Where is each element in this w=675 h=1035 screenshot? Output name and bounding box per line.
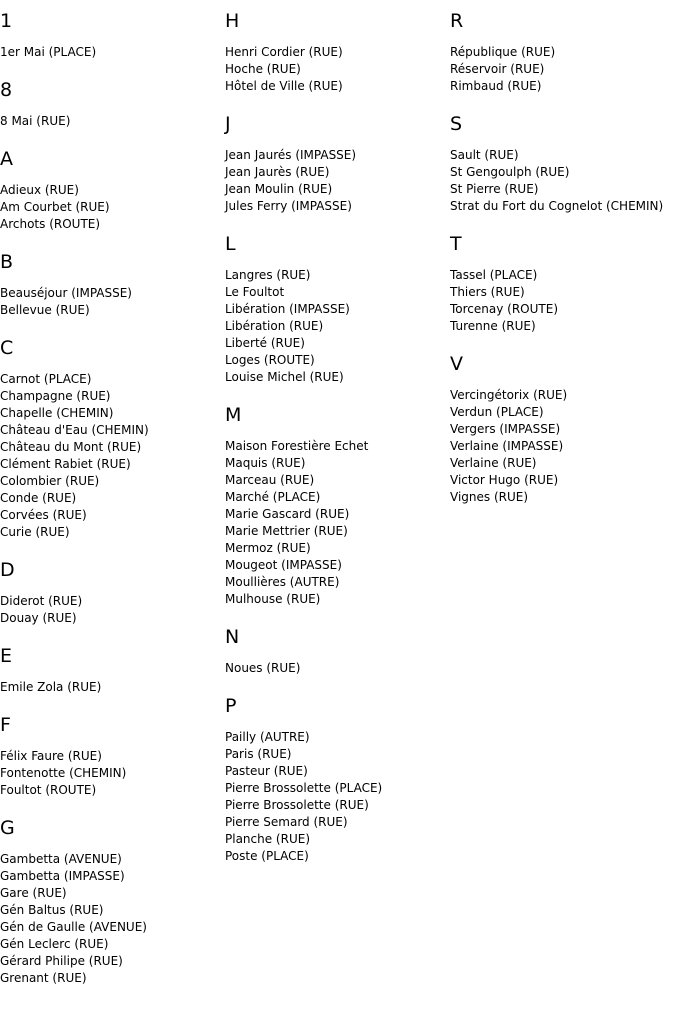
street-entry[interactable]: Am Courbet (RUE)	[0, 200, 110, 214]
letter-heading: L	[225, 233, 236, 255]
street-entry[interactable]: Libération (RUE)	[225, 319, 324, 333]
street-entry[interactable]: Adieux (RUE)	[0, 183, 79, 197]
street-list	[225, 267, 450, 386]
street-entry[interactable]: Grenant (RUE)	[0, 971, 87, 985]
letter-heading: G	[0, 817, 15, 839]
street-entry[interactable]: Jean Moulin (RUE)	[225, 182, 333, 196]
street-entry[interactable]: Victor Hugo (RUE)	[450, 473, 559, 487]
street-list	[0, 371, 225, 541]
street-entry[interactable]: Henri Cordier (RUE)	[225, 45, 343, 59]
street-entry[interactable]: Turenne (RUE)	[450, 319, 536, 333]
street-list	[0, 113, 225, 130]
letter-section	[450, 351, 675, 506]
street-entry[interactable]: Paris (RUE)	[225, 747, 292, 761]
letter-section	[0, 77, 225, 130]
street-entry[interactable]: Champagne (RUE)	[0, 389, 111, 403]
letter-heading: T	[450, 233, 462, 255]
street-entry[interactable]: St Pierre (RUE)	[450, 182, 539, 196]
street-entry[interactable]: Diderot (RUE)	[0, 594, 83, 608]
street-list	[225, 438, 450, 608]
street-list	[450, 147, 675, 215]
street-entry[interactable]: Torcenay (ROUTE)	[450, 302, 558, 316]
letter-heading: P	[225, 695, 237, 717]
street-entry[interactable]: Conde (RUE)	[0, 491, 77, 505]
street-index-column-3	[450, 8, 675, 522]
street-entry[interactable]: Marie Mettrier (RUE)	[225, 524, 348, 538]
street-entry[interactable]: Corvées (RUE)	[0, 508, 87, 522]
street-list	[450, 267, 675, 335]
street-entry[interactable]: Tassel (PLACE)	[450, 268, 538, 282]
letter-heading: C	[0, 337, 14, 359]
street-entry[interactable]: Gén de Gaulle (AVENUE)	[0, 920, 147, 934]
street-list	[450, 44, 675, 95]
street-entry[interactable]: Pierre Semard (RUE)	[225, 815, 348, 829]
letter-section	[0, 643, 225, 696]
street-entry[interactable]: Verdun (PLACE)	[450, 405, 544, 419]
street-index-column-2	[225, 8, 450, 881]
street-entry[interactable]: Gambetta (IMPASSE)	[0, 869, 125, 883]
street-entry[interactable]: Jean Jaurès (RUE)	[225, 165, 330, 179]
street-entry[interactable]: Gérard Philipe (RUE)	[0, 954, 123, 968]
street-list	[0, 285, 225, 319]
street-entry[interactable]: Bellevue (RUE)	[0, 303, 90, 317]
street-entry[interactable]: Libération (IMPASSE)	[225, 302, 350, 316]
letter-section	[0, 712, 225, 799]
letter-heading: E	[0, 645, 13, 667]
letter-heading: M	[225, 404, 242, 426]
letter-heading: D	[0, 559, 15, 581]
street-entry[interactable]: Moullières (AUTRE)	[225, 575, 340, 589]
street-list	[225, 44, 450, 95]
letter-heading: J	[225, 113, 231, 135]
street-entry[interactable]: Sault (RUE)	[450, 148, 519, 162]
street-entry[interactable]: Emile Zola (RUE)	[0, 680, 102, 694]
street-entry[interactable]: Réservoir (RUE)	[450, 62, 545, 76]
street-entry[interactable]: Château d'Eau (CHEMIN)	[0, 423, 149, 437]
street-entry[interactable]: Archots (ROUTE)	[0, 217, 101, 231]
street-entry[interactable]: Louise Michel (RUE)	[225, 370, 344, 384]
letter-heading: 1	[0, 10, 13, 32]
street-entry[interactable]: Liberté (RUE)	[225, 336, 305, 350]
street-entry[interactable]: République (RUE)	[450, 45, 556, 59]
letter-heading: A	[0, 148, 13, 170]
street-entry[interactable]: Mougeot (IMPASSE)	[225, 558, 342, 572]
letter-section	[450, 231, 675, 335]
street-entry[interactable]: Mulhouse (RUE)	[225, 592, 321, 606]
letter-section	[0, 335, 225, 541]
street-entry[interactable]: Fontenotte (CHEMIN)	[0, 766, 127, 780]
street-entry[interactable]: Maquis (RUE)	[225, 456, 306, 470]
letter-section	[0, 815, 225, 987]
letter-section	[225, 231, 450, 386]
street-entry[interactable]: 1er Mai (PLACE)	[0, 45, 97, 59]
letter-section	[0, 8, 225, 61]
letter-heading: V	[450, 353, 463, 375]
letter-heading: H	[225, 10, 240, 32]
street-list	[0, 44, 225, 61]
letter-section	[450, 111, 675, 215]
street-entry[interactable]: Marie Gascard (RUE)	[225, 507, 350, 521]
letter-heading: B	[0, 251, 14, 273]
letter-section	[225, 8, 450, 95]
street-entry[interactable]: Marché (PLACE)	[225, 490, 321, 504]
street-entry[interactable]: Château du Mont (RUE)	[0, 440, 142, 454]
street-entry[interactable]: Thiers (RUE)	[450, 285, 525, 299]
street-list	[225, 147, 450, 215]
street-entry[interactable]: Planche (RUE)	[225, 832, 310, 846]
street-entry[interactable]: Beauséjour (IMPASSE)	[0, 286, 132, 300]
street-entry[interactable]: Gambetta (AVENUE)	[0, 852, 122, 866]
letter-heading: R	[450, 10, 464, 32]
street-list	[0, 593, 225, 627]
street-entry[interactable]: Douay (RUE)	[0, 611, 77, 625]
street-entry[interactable]: St Gengoulph (RUE)	[450, 165, 570, 179]
letter-section	[0, 146, 225, 233]
street-entry[interactable]: Le Foultot	[225, 285, 285, 299]
letter-heading: S	[450, 113, 463, 135]
street-entry[interactable]: Pailly (AUTRE)	[225, 730, 310, 744]
letter-heading: N	[225, 626, 240, 648]
street-entry[interactable]: Vercingétorix (RUE)	[450, 388, 568, 402]
street-entry[interactable]: Poste (PLACE)	[225, 849, 309, 863]
letter-section	[225, 624, 450, 677]
street-entry[interactable]: Hoche (RUE)	[225, 62, 301, 76]
street-list	[225, 660, 450, 677]
letter-section	[225, 402, 450, 608]
street-entry[interactable]: Curie (RUE)	[0, 525, 70, 539]
street-entry[interactable]: Félix Faure (RUE)	[0, 749, 102, 763]
letter-heading: F	[0, 714, 11, 736]
street-entry[interactable]: Langres (RUE)	[225, 268, 311, 282]
street-entry[interactable]: Pasteur (RUE)	[225, 764, 308, 778]
street-entry[interactable]: Marceau (RUE)	[225, 473, 315, 487]
street-list	[0, 748, 225, 799]
street-entry[interactable]: Vignes (RUE)	[450, 490, 529, 504]
street-entry[interactable]: Verlaine (IMPASSE)	[450, 439, 564, 453]
street-entry[interactable]: Vergers (IMPASSE)	[450, 422, 561, 436]
street-entry[interactable]: 8 Mai (RUE)	[0, 114, 71, 128]
letter-section	[0, 557, 225, 627]
letter-section	[0, 249, 225, 319]
street-entry[interactable]: Gén Leclerc (RUE)	[0, 937, 109, 951]
street-entry[interactable]: Gare (RUE)	[0, 886, 67, 900]
street-list	[0, 679, 225, 696]
letter-section	[450, 8, 675, 95]
street-entry[interactable]: Verlaine (RUE)	[450, 456, 537, 470]
street-entry[interactable]: Jules Ferry (IMPASSE)	[225, 199, 352, 213]
street-entry[interactable]: Rimbaud (RUE)	[450, 79, 542, 93]
street-entry[interactable]: Chapelle (CHEMIN)	[0, 406, 114, 420]
street-entry[interactable]: Colombier (RUE)	[0, 474, 100, 488]
street-entry[interactable]: Hôtel de Ville (RUE)	[225, 79, 343, 93]
street-list	[0, 851, 225, 987]
street-entry[interactable]: Strat du Fort du Cognelot (CHEMIN)	[450, 199, 664, 213]
letter-section	[225, 111, 450, 215]
street-list	[450, 387, 675, 506]
street-entry[interactable]: Carnot (PLACE)	[0, 372, 92, 386]
street-entry[interactable]: Pierre Brossolette (PLACE)	[225, 781, 383, 795]
letter-section	[225, 693, 450, 865]
street-entry[interactable]: Foultot (ROUTE)	[0, 783, 97, 797]
street-entry[interactable]: Mermoz (RUE)	[225, 541, 311, 555]
street-index-column-1	[0, 8, 225, 1003]
street-entry[interactable]: Clément Rabiet (RUE)	[0, 457, 131, 471]
street-entry[interactable]: Gén Baltus (RUE)	[0, 903, 104, 917]
street-entry[interactable]: Maison Forestière Echet	[225, 439, 369, 453]
letter-heading: 8	[0, 79, 13, 101]
street-list	[0, 182, 225, 233]
street-entry[interactable]: Pierre Brossolette (RUE)	[225, 798, 369, 812]
street-entry[interactable]: Loges (ROUTE)	[225, 353, 315, 367]
street-list	[225, 729, 450, 865]
street-entry[interactable]: Noues (RUE)	[225, 661, 301, 675]
street-entry[interactable]: Jean Jaurés (IMPASSE)	[225, 148, 357, 162]
